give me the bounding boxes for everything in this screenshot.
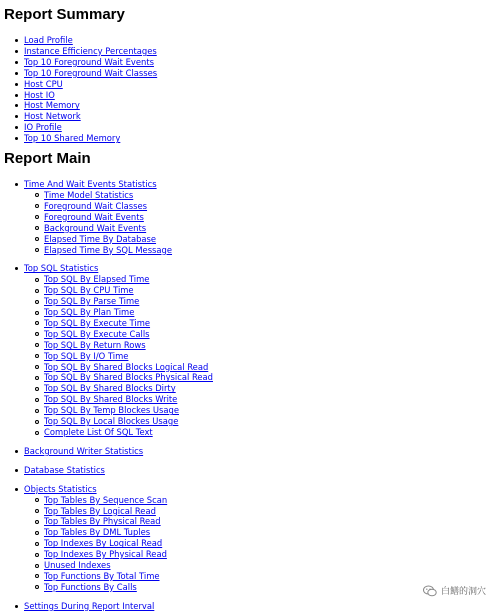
- subsection-list-item: [34, 296, 500, 307]
- subsection-link[interactable]: Top Tables By Sequence Scan: [44, 494, 168, 505]
- watermark-text: 白鳝的洞穴: [440, 587, 486, 597]
- subsection-list-item: [34, 307, 500, 318]
- subsection-list-item: [34, 372, 500, 383]
- subsection-link[interactable]: Top Indexes By Physical Read: [44, 549, 167, 560]
- summary-list-item: [14, 133, 500, 144]
- summary-list-item: [14, 111, 500, 122]
- summary-link[interactable]: Host CPU: [24, 78, 63, 89]
- subsection-link[interactable]: Complete List Of SQL Text: [44, 427, 153, 437]
- subsection-link[interactable]: Top SQL By Plan Time: [44, 307, 135, 318]
- subsection-link[interactable]: Top Tables By DML Tuples: [44, 527, 151, 538]
- report-main-heading: Report Main: [4, 150, 91, 168]
- wechat-icon: [423, 585, 437, 597]
- summary-link[interactable]: Top 10 Shared Memory: [24, 133, 121, 144]
- subsection-link[interactable]: Top SQL By Execute Calls: [44, 328, 150, 339]
- section-link[interactable]: Top SQL Statistics: [24, 263, 99, 274]
- subsection-link[interactable]: Time Model Statistics: [44, 189, 134, 200]
- subsection-list-item: [34, 394, 500, 405]
- subsection-list-item: [34, 516, 500, 527]
- main-section-item: [14, 484, 500, 593]
- summary-link[interactable]: Host Memory: [24, 100, 80, 111]
- summary-link[interactable]: Instance Efficiency Percentages: [24, 45, 157, 56]
- section-link[interactable]: Objects Statistics: [24, 483, 97, 494]
- summary-link[interactable]: Host Network: [24, 111, 81, 122]
- subsection-list-item: [34, 362, 500, 373]
- summary-list-item: [14, 122, 500, 133]
- subsection-list-item: [34, 234, 500, 245]
- main-section-item: [14, 446, 500, 457]
- summary-link[interactable]: Host IO: [24, 89, 55, 100]
- subsection-link[interactable]: Background Wait Events: [44, 222, 147, 233]
- subsection-link[interactable]: Top Indexes By Logical Read: [44, 538, 163, 549]
- subsection-list-item: [34, 506, 500, 517]
- subsection-list-item: [34, 285, 500, 296]
- subsection-link[interactable]: Top SQL By I/O Time: [44, 350, 129, 361]
- subsection-link[interactable]: Unused Indexes: [44, 560, 111, 571]
- summary-list-item: [14, 46, 500, 57]
- subsection-list-item: [34, 549, 500, 560]
- subsection-link[interactable]: Elapsed Time By Database: [44, 233, 157, 244]
- summary-link[interactable]: Top 10 Foreground Wait Events: [24, 56, 154, 67]
- subsection-list: [24, 274, 500, 438]
- subsection-list: [24, 190, 500, 255]
- subsection-list-item: [34, 340, 500, 351]
- summary-list-item: [14, 90, 500, 101]
- summary-list-item: [14, 68, 500, 79]
- subsection-link[interactable]: Foreground Wait Classes: [44, 200, 148, 211]
- subsection-list-item: [34, 383, 500, 394]
- subsection-list-item: [34, 190, 500, 201]
- subsection-list-item: [34, 318, 500, 329]
- report-main-list: [4, 179, 500, 612]
- main-section-item: [14, 179, 500, 255]
- subsection-list-item: [34, 560, 500, 571]
- subsection-link[interactable]: Top SQL By Shared Blocks Write: [44, 394, 178, 405]
- section-link[interactable]: Time And Wait Events Statistics: [24, 179, 157, 190]
- subsection-list: [24, 495, 500, 593]
- summary-list-item: [14, 57, 500, 68]
- subsection-link[interactable]: Top SQL By Return Rows: [44, 339, 146, 350]
- subsection-link[interactable]: Top SQL By Shared Blocks Physical Read: [44, 372, 213, 383]
- subsection-link[interactable]: Top SQL By Shared Blocks Logical Read: [44, 361, 209, 372]
- summary-link[interactable]: Load Profile: [24, 35, 73, 45]
- subsection-link[interactable]: Foreground Wait Events: [44, 211, 144, 222]
- subsection-list-item: [34, 538, 500, 549]
- report-summary-heading: Report Summary: [4, 6, 125, 23]
- subsection-link[interactable]: Top Tables By Logical Read: [44, 505, 156, 516]
- subsection-list-item: [34, 329, 500, 340]
- subsection-link[interactable]: Elapsed Time By SQL Message: [44, 244, 173, 255]
- subsection-list-item: [34, 201, 500, 212]
- subsection-link[interactable]: Top SQL By Execute Time: [44, 317, 151, 328]
- section-link[interactable]: Settings During Report Interval: [24, 600, 155, 611]
- summary-list-item: [14, 79, 500, 90]
- subsection-link[interactable]: Top SQL By Elapsed Time: [44, 274, 150, 285]
- subsection-list-item: [34, 245, 500, 256]
- subsection-list-item: [34, 571, 500, 582]
- subsection-list-item: [34, 527, 500, 538]
- main-section-item: [14, 465, 500, 476]
- subsection-list-item: [34, 212, 500, 223]
- subsection-list-item: [34, 405, 500, 416]
- subsection-list-item: [34, 274, 500, 285]
- summary-list-item: [14, 100, 500, 111]
- subsection-link[interactable]: Top Functions By Total Time: [44, 570, 160, 581]
- section-link[interactable]: Database Statistics: [24, 464, 105, 475]
- subsection-link[interactable]: Top SQL By Local Blockes Usage: [44, 416, 179, 427]
- subsection-link[interactable]: Top SQL By Shared Blocks Dirty: [44, 383, 176, 394]
- section-link[interactable]: Background Writer Statistics: [24, 445, 144, 456]
- report-summary-list: [4, 35, 500, 144]
- subsection-link[interactable]: Top SQL By Parse Time: [44, 296, 140, 307]
- subsection-list-item: [34, 427, 500, 438]
- subsection-link[interactable]: Top SQL By Temp Blockes Usage: [44, 405, 179, 416]
- main-section-item: [14, 263, 500, 438]
- main-section-item: [14, 601, 500, 612]
- subsection-link[interactable]: Top SQL By CPU Time: [44, 285, 134, 296]
- summary-list-item: [14, 35, 500, 46]
- summary-link[interactable]: Top 10 Foreground Wait Classes: [24, 67, 158, 78]
- subsection-link[interactable]: Top Tables By Physical Read: [44, 516, 161, 527]
- subsection-list-item: [34, 223, 500, 234]
- summary-link[interactable]: IO Profile: [24, 122, 62, 133]
- subsection-list-item: [34, 495, 500, 506]
- watermark: [423, 584, 486, 597]
- subsection-link[interactable]: Top Functions By Calls: [44, 581, 137, 592]
- subsection-list-item: [34, 351, 500, 362]
- subsection-list-item: [34, 416, 500, 427]
